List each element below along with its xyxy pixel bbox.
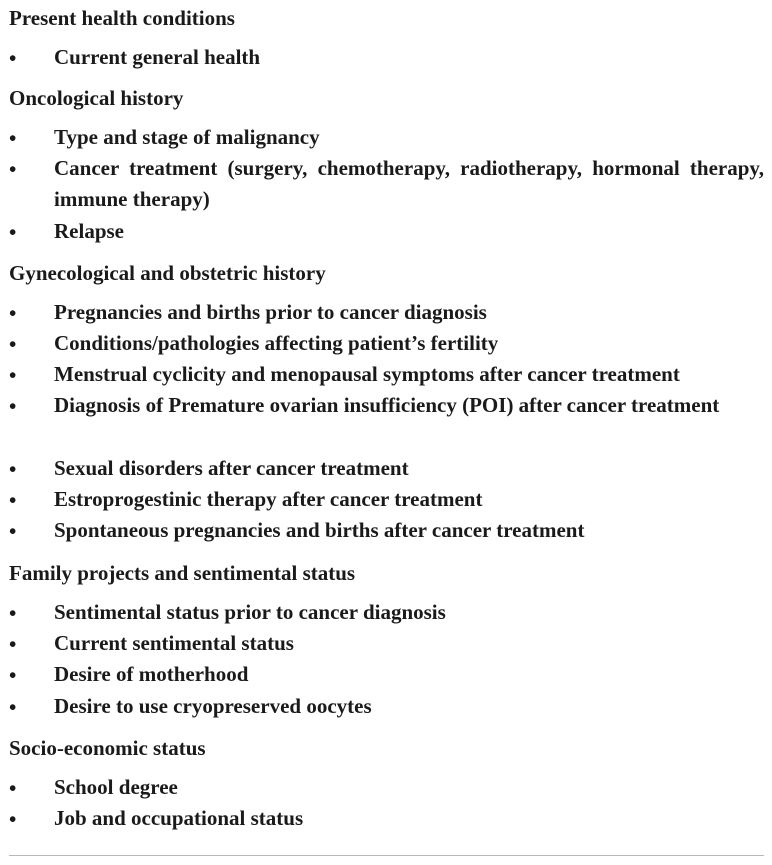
list-item: Conditions/pathologies affecting patient’s fertility [54, 331, 499, 355]
section-heading: Oncological history [9, 86, 184, 110]
bullet-glyph: • [9, 457, 17, 481]
section-heading: Family projects and sentimental status [9, 561, 356, 585]
bullet-glyph: • [9, 663, 17, 687]
list-item: Sentimental status prior to cancer diagnosis [54, 600, 446, 624]
list-item: Spontaneous pregnancies and births after cancer treatment [54, 518, 585, 542]
bullet-glyph: • [9, 488, 17, 512]
list-item: Job and occupational status [54, 806, 304, 830]
bullet-glyph: • [9, 301, 17, 325]
section-heading: Gynecological and obstetric history [9, 261, 326, 285]
bullet-glyph: • [9, 332, 17, 356]
bullet-glyph: • [9, 363, 17, 387]
bullet-glyph: • [9, 220, 17, 244]
list-item: Relapse [54, 219, 124, 243]
bullet-glyph: • [9, 695, 17, 719]
bullet-glyph: • [9, 519, 17, 543]
bullet-glyph: • [9, 632, 17, 656]
list-item: Pregnancies and births prior to cancer diagnosis [54, 300, 487, 324]
bullet-glyph: • [9, 776, 17, 800]
list-item: Desire of motherhood [54, 662, 249, 686]
bullet-glyph: • [9, 807, 17, 831]
list-item: School degree [54, 775, 178, 799]
list-item: Desire to use cryopreserved oocytes [54, 694, 372, 718]
bullet-glyph: • [9, 394, 17, 418]
list-item: Type and stage of malignancy [54, 125, 320, 149]
list-item: Cancer treatment (surgery, chemotherapy, radiotherapy, hormonal therapy, immune therapy) [54, 156, 764, 211]
bullet-glyph: • [9, 601, 17, 625]
list-item: Current general health [54, 45, 261, 69]
section-heading: Present health conditions [9, 6, 235, 30]
list-item: Diagnosis of Premature ovarian insufficiency (POI) after cancer treatment [54, 393, 720, 417]
list-item: Current sentimental status [54, 631, 294, 655]
section-heading: Socio-economic status [9, 736, 206, 760]
list-item: Menstrual cyclicity and menopausal symptoms after cancer treatment [54, 362, 680, 386]
list-item: Sexual disorders after cancer treatment [54, 456, 409, 480]
list-item: Estroprogestinic therapy after cancer treatment [54, 487, 483, 511]
table-bottom-rule [9, 855, 764, 856]
bullet-glyph: • [9, 126, 17, 150]
bullet-glyph: • [9, 157, 17, 181]
bullet-glyph: • [9, 46, 17, 70]
